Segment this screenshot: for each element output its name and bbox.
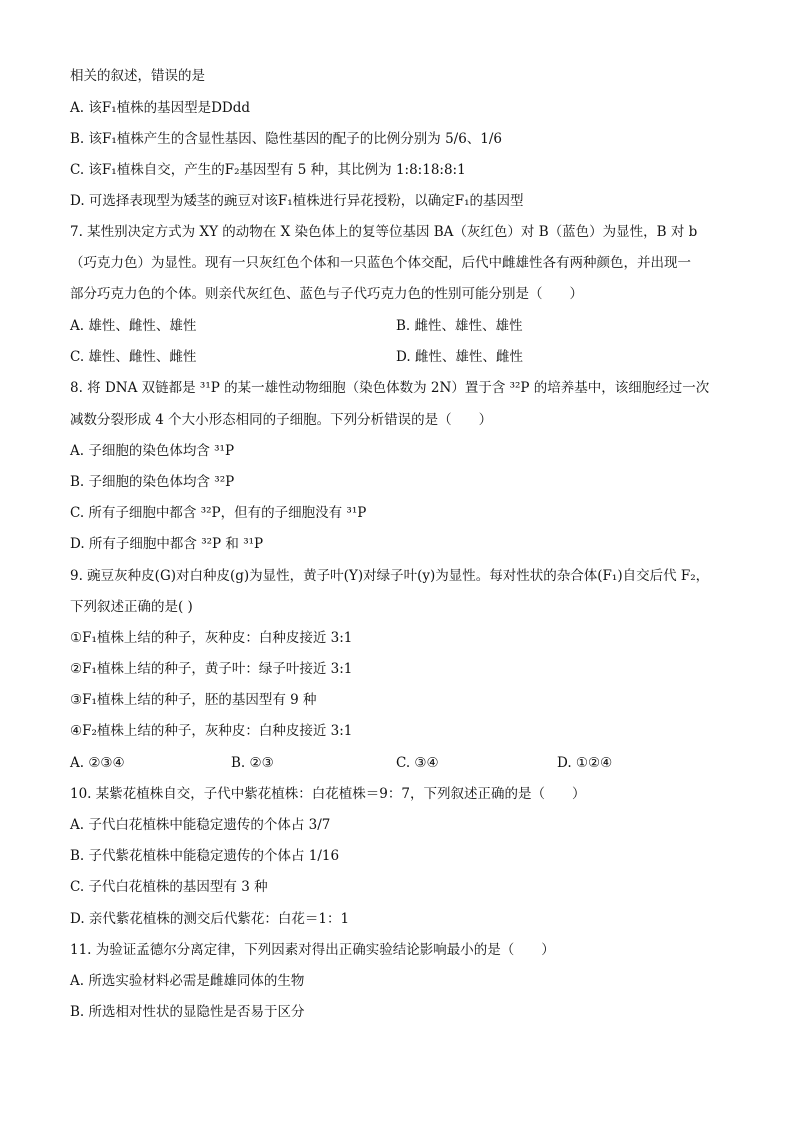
q9-option-c: C. ③④ <box>396 755 439 771</box>
q6-option-b: B. 该F₁植株产生的含显性基因、隐性基因的配子的比例分别为 5/6、1/6 <box>70 131 503 147</box>
q10-option-b: B. 子代紫花植株中能稳定遗传的个体占 1/16 <box>70 848 340 864</box>
q7-stem-line2: （巧克力色）为显性。现有一只灰红色个体和一只蓝色个体交配，后代中雌雄性各有两种颜色，并出现一 <box>70 255 691 271</box>
q8-option-c: C. 所有子细胞中都含 ³²P，但有的子细胞没有 ³¹P <box>70 505 367 521</box>
q11-option-a: A. 所选实验材料必需是雌雄同体的生物 <box>70 973 305 989</box>
q7-option-d: D. 雌性、雄性、雌性 <box>396 349 523 365</box>
q7-option-a: A. 雄性、雌性、雄性 <box>70 318 197 334</box>
q7-option-c: C. 雄性、雌性、雌性 <box>70 349 197 365</box>
q9-statement-1: ①F₁植株上结的种子，灰种皮：白种皮接近 3:1 <box>70 630 353 646</box>
q9-option-d: D. ①②④ <box>557 755 613 771</box>
q9-statement-2: ②F₁植株上结的种子，黄子叶：绿子叶接近 3:1 <box>70 661 353 677</box>
q8-option-a: A. 子细胞的染色体均含 ³¹P <box>70 443 235 459</box>
q9-stem-line1: 9. 豌豆灰种皮(G)对白种皮(g)为显性，黄子叶(Y)对绿子叶(y)为显性。每对性状的杂合体(F₁)自交后代 F₂， <box>70 568 710 584</box>
q8-stem-line2: 减数分裂形成 4 个大小形态相同的子细胞。下列分析错误的是（ ） <box>70 412 493 428</box>
q7-stem-line3: 部分巧克力色的个体。则亲代灰红色、蓝色与子代巧克力色的性别可能分别是（ ） <box>70 286 583 302</box>
q9-statement-4: ④F₂植株上结的种子，灰种皮：白种皮接近 3:1 <box>70 723 353 739</box>
q10-option-c: C. 子代白花植株的基因型有 3 种 <box>70 879 268 895</box>
q6-option-c: C. 该F₁植株自交，产生的F₂基因型有 5 种，其比例为 1:8:18:8:1 <box>70 162 466 178</box>
q11-stem: 11. 为验证孟德尔分离定律，下列因素对得出正确实验结论影响最小的是（ ） <box>70 942 555 958</box>
q6-stem-tail: 相关的叙述，错误的是 <box>70 68 205 84</box>
q10-stem: 10. 某紫花植株自交，子代中紫花植株：白花植株＝9：7，下列叙述正确的是（ ） <box>70 786 586 802</box>
q8-option-d: D. 所有子细胞中都含 ³²P 和 ³¹P <box>70 536 264 552</box>
q8-stem-line1: 8. 将 DNA 双链都是 ³¹P 的某一雄性动物细胞（染色体数为 2N）置于含 ³²P 的培养基中，该细胞经过一次 <box>70 380 710 396</box>
q11-option-b: B. 所选相对性状的显隐性是否易于区分 <box>70 1004 305 1020</box>
q7-option-b: B. 雌性、雄性、雄性 <box>396 318 523 334</box>
q10-option-d: D. 亲代紫花植株的测交后代紫花：白花＝1：1 <box>70 911 350 927</box>
q7-stem-line1: 7. 某性别决定方式为 XY 的动物在 X 染色体上的复等位基因 BA（灰红色）对 B（蓝色）为显性，B 对 b <box>70 224 698 240</box>
q9-option-a: A. ②③④ <box>70 755 125 771</box>
q6-option-a: A. 该F₁植株的基因型是DDdd <box>70 100 251 116</box>
q8-option-b: B. 子细胞的染色体均含 ³²P <box>70 474 235 490</box>
q10-option-a: A. 子代白花植株中能稳定遗传的个体占 3/7 <box>70 817 331 833</box>
q6-option-d: D. 可选择表现型为矮茎的豌豆对该F₁植株进行异花授粉，以确定F₁的基因型 <box>70 193 524 209</box>
q9-option-b: B. ②③ <box>231 755 274 771</box>
q9-statement-3: ③F₁植株上结的种子，胚的基因型有 9 种 <box>70 692 317 708</box>
q9-stem-line2: 下列叙述正确的是( ) <box>70 599 193 615</box>
